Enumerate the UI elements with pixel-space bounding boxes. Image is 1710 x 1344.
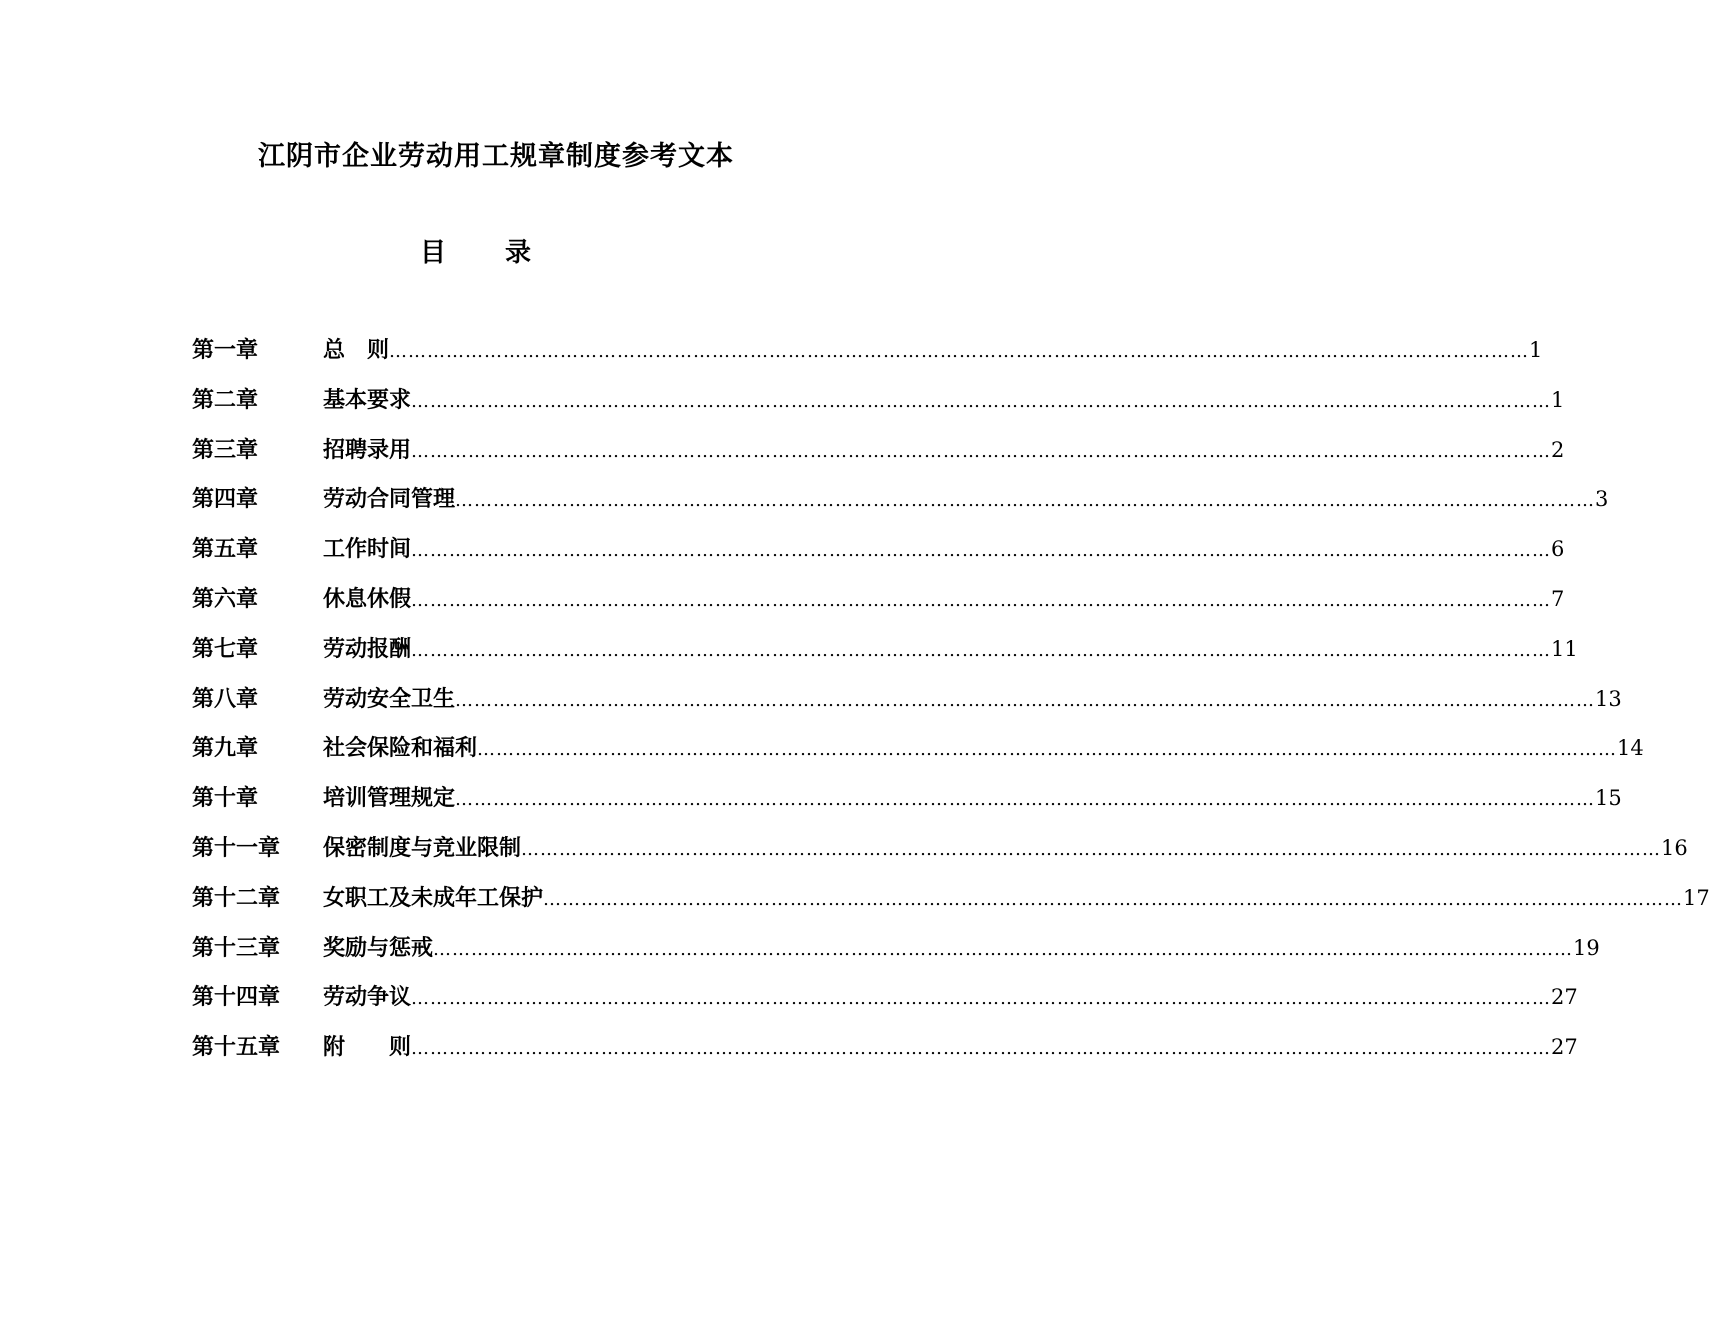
toc-entry[interactable] [192,383,1565,433]
toc-entry[interactable] [192,1030,1578,1080]
toc-entry[interactable] [192,482,1609,532]
chapter-number: 第六章 [192,585,259,612]
page-number: 1 [1529,338,1543,362]
leader-dots: ……………………………………………………………………………………………………………………………………………………………… [433,938,1574,960]
page-number: 2 [1551,437,1565,462]
chapter-number: 第十四章 [192,984,281,1011]
page-number: 6 [1551,537,1565,562]
toc-heading-char-2: 录 [505,238,532,268]
chapter-title: 工作时间 [323,536,412,563]
leader-dots: ……………………………………………………………………………………………………………………………………………………………… [411,639,1552,661]
chapter-number: 第十章 [192,785,259,812]
toc-entry[interactable] [192,980,1578,1030]
chapter-title: 保密制度与竞业限制 [323,834,522,861]
toc-entry[interactable] [192,433,1565,483]
toc-entry[interactable] [192,532,1565,582]
chapter-number: 第十三章 [192,934,281,961]
toc-entry[interactable] [192,582,1565,632]
chapter-title: 奖励与惩戒 [323,934,434,961]
leader-dots: ……………………………………………………………………………………………………………………………………………………………… [455,789,1596,811]
page-number: 1 [1551,387,1565,412]
chapter-number: 第九章 [192,735,259,762]
page-number: 27 [1551,985,1578,1010]
chapter-title: 劳动报酬 [323,635,412,662]
chapter-title: 社会保险和福利 [323,735,478,762]
chapter-number: 第三章 [192,436,259,463]
chapter-number: 第七章 [192,635,259,662]
chapter-number: 第一章 [192,337,259,363]
toc-heading-char-1: 目 [420,238,447,268]
page-number: 14 [1617,736,1644,761]
toc-entry[interactable] [192,731,1644,781]
chapter-title: 培训管理规定 [323,785,456,812]
chapter-title: 女职工及未成年工保护 [323,884,544,911]
chapter-title: 劳动安全卫生 [323,685,456,712]
chapter-number: 第四章 [192,486,259,513]
leader-dots: ……………………………………………………………………………………………………………………………………………………………… [389,341,1530,362]
leader-dots: ……………………………………………………………………………………………………………………………………………………………… [477,739,1618,761]
leader-dots: ……………………………………………………………………………………………………………………………………………………………… [411,540,1552,562]
toc-entry[interactable] [192,931,1600,981]
page-number: 19 [1573,935,1600,960]
toc-heading [420,232,532,269]
page-number: 15 [1595,786,1622,811]
table-of-contents [192,333,1710,1080]
leader-dots: ……………………………………………………………………………………………………………………………………………………………… [411,440,1552,462]
leader-dots: ……………………………………………………………………………………………………………………………………………………………… [521,838,1662,860]
page-number: 13 [1595,686,1622,711]
chapter-title: 劳动合同管理 [323,486,456,513]
page-number: 3 [1595,487,1609,512]
chapter-number: 第十五章 [192,1034,281,1061]
chapter-title: 休息休假 [323,585,412,612]
toc-entry[interactable] [192,682,1622,732]
toc-entry[interactable] [192,632,1578,682]
page-number: 16 [1661,835,1688,860]
chapter-number: 第二章 [192,386,259,413]
leader-dots: ……………………………………………………………………………………………………………………………………………………………… [455,689,1596,711]
chapter-number: 第八章 [192,685,259,712]
chapter-number: 第五章 [192,536,259,563]
chapter-title: 劳动争议 [323,984,412,1011]
leader-dots: ……………………………………………………………………………………………………………………………………………………………… [411,988,1552,1010]
toc-entry[interactable] [192,881,1710,931]
page-number: 17 [1683,885,1710,910]
chapter-title: 基本要求 [323,386,412,413]
chapter-number: 第十一章 [192,834,281,861]
page-number: 7 [1551,586,1565,611]
chapter-title: 总 则 [323,337,390,363]
toc-entry[interactable] [192,333,1543,383]
toc-entry[interactable] [192,831,1688,881]
page-number: 11 [1551,636,1578,661]
leader-dots: ……………………………………………………………………………………………………………………………………………………………… [411,390,1552,412]
toc-entry[interactable] [192,781,1622,831]
leader-dots: ……………………………………………………………………………………………………………………………………………………………… [455,490,1596,512]
page-number: 27 [1551,1035,1578,1060]
leader-dots: ……………………………………………………………………………………………………………………………………………………………… [411,589,1552,611]
leader-dots: ……………………………………………………………………………………………………………………………………………………………… [411,1038,1552,1060]
chapter-title: 附 则 [323,1034,412,1061]
document-title: 江阴市企业劳动用工规章制度参考文本 [258,141,734,172]
chapter-number: 第十二章 [192,884,281,911]
leader-dots: ……………………………………………………………………………………………………………………………………………………………… [543,888,1684,910]
chapter-title: 招聘录用 [323,436,412,463]
